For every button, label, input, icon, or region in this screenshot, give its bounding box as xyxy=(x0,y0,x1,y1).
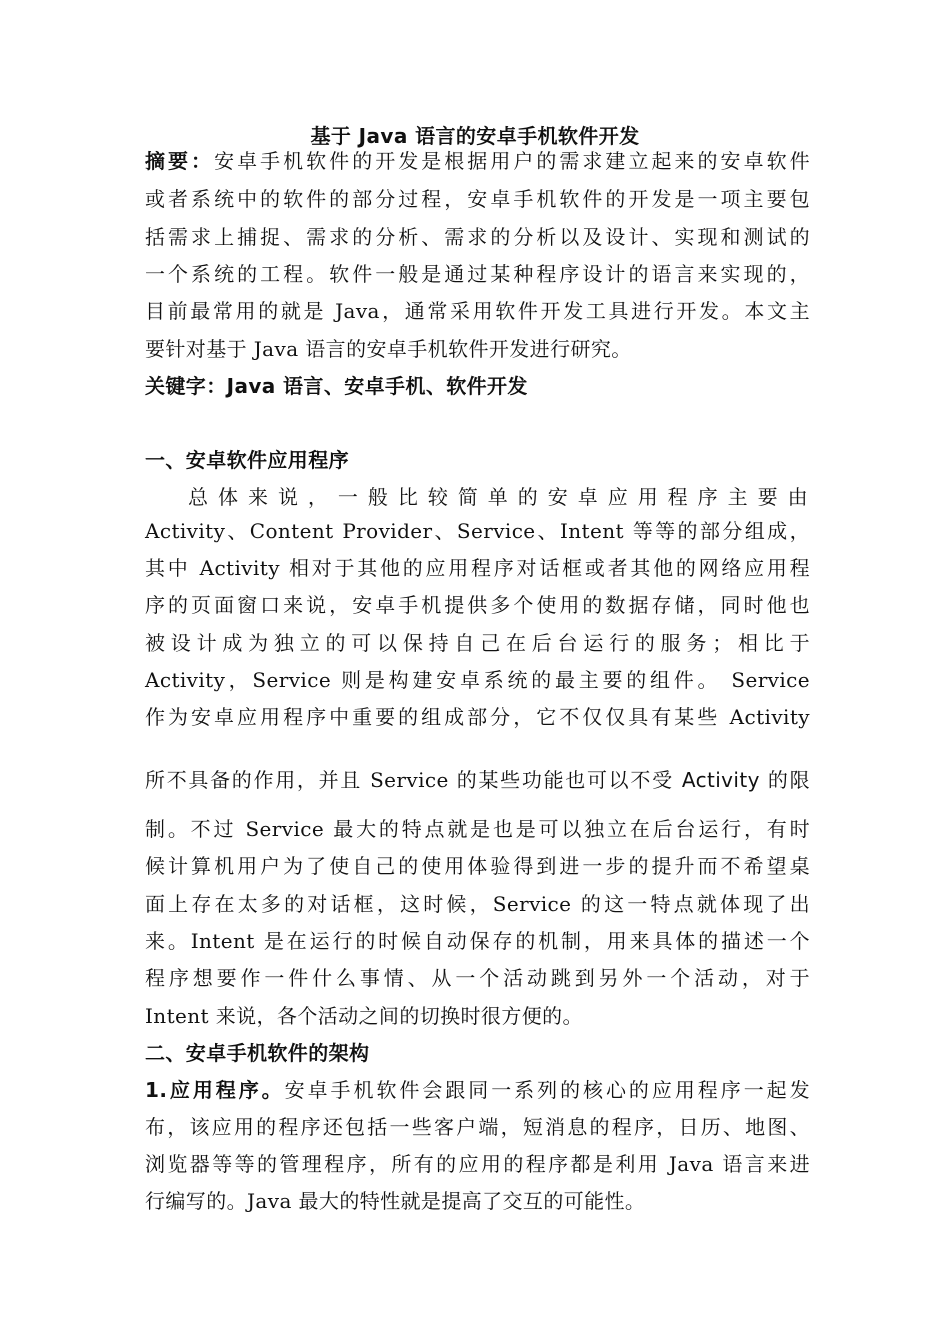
paragraph-text: 的限 xyxy=(759,768,811,792)
paragraph-text-sans: Activity xyxy=(681,768,760,792)
paragraph-line: 面上存在太多的对话框，这时候，Service 的这一特点就体现了出 xyxy=(145,892,810,916)
paragraph-line: Intent 来说，各个活动之间的切换时很方便的。 xyxy=(145,1004,583,1028)
paragraph-line: Activity，Service 则是构建安卓系统的最主要的组件。 Service xyxy=(145,668,810,692)
abstract-line: 目前最常用的就是 Java，通常采用软件开发工具进行开发。本文主 xyxy=(145,299,810,323)
paragraph-line: 制。不过 Service 最大的特点就是也是可以独立在后台运行，有时 xyxy=(145,817,810,841)
paragraph-text: 安卓手机软件会跟同一系列的核心的应用程序一起发 xyxy=(284,1078,810,1102)
abstract-line: 括需求上捕捉、需求的分析、需求的分析以及设计、实现和测试的 xyxy=(145,225,810,249)
paragraph-line xyxy=(145,767,810,793)
paragraph-line: 候计算机用户为了使自己的使用体验得到进一步的提升而不希望桌 xyxy=(145,854,810,878)
abstract-line xyxy=(145,148,810,174)
paragraph-line: 序的页面窗口来说，安卓手机提供多个使用的数据存储，同时他也 xyxy=(145,593,810,617)
paragraph-line: 被设计成为独立的可以保持自己在后台运行的服务；相比于 xyxy=(145,631,810,655)
paragraph-line: 布，该应用的程序还包括一些客户端，短消息的程序，日历、地图、 xyxy=(145,1115,810,1139)
paragraph-line: 程序想要作一件什么事情、从一个活动跳到另外一个活动，对于 xyxy=(145,966,810,990)
paragraph-line: 来。Intent 是在运行的时候自动保存的机制，用来具体的描述一个 xyxy=(145,929,810,953)
paragraph-line: 浏览器等等的管理程序，所有的应用的程序都是利用 Java 语言来进 xyxy=(145,1152,810,1176)
paragraph-line: 总 体 来 说 ， 一 般 比 较 简 单 的 安 卓 应 用 程 序 主 要 由 xyxy=(188,485,808,509)
abstract-line: 一个系统的工程。软件一般是通过某种程序设计的语言来实现的， xyxy=(145,262,810,286)
paragraph-line: 行编写的。Java 最大的特性就是提高了交互的可能性。 xyxy=(145,1189,646,1213)
paragraph-line xyxy=(145,1077,810,1103)
paragraph-text: 所不具备的作用，并且 Service 的某些功能也可以不受 xyxy=(145,768,682,792)
abstract-line: 要针对基于 Java 语言的安卓手机软件开发进行研究。 xyxy=(145,337,632,361)
section-heading: 一、安卓软件应用程序 xyxy=(145,448,349,472)
abstract-label: 摘要： xyxy=(145,149,215,173)
paragraph-line: 作为安卓应用程序中重要的组成部分，它不仅仅具有某些 Activity xyxy=(145,705,810,729)
abstract-text: 安卓手机软件的开发是根据用户的需求建立起来的安卓软件 xyxy=(214,149,811,173)
document-title: 基于 Java 语言的安卓手机软件开发 xyxy=(310,124,640,148)
keywords: 关键字：Java 语言、安卓手机、软件开发 xyxy=(145,374,528,398)
paragraph-line: Activity、Content Provider、Service、Intent 等等的部分组成， xyxy=(145,519,810,543)
item-label: 1.应用程序。 xyxy=(145,1078,285,1102)
paragraph-line: 其中 Activity 相对于其他的应用程序对话框或者其他的网络应用程 xyxy=(145,556,810,580)
abstract-line: 或者系统中的软件的部分过程，安卓手机软件的开发是一项主要包 xyxy=(145,187,810,211)
section-heading: 二、安卓手机软件的架构 xyxy=(145,1041,370,1065)
